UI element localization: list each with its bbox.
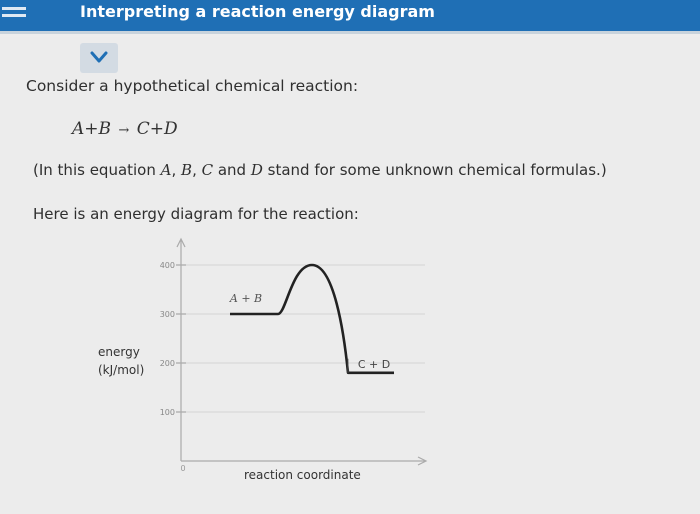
diagram-intro: Here is an energy diagram for the reaction: — [33, 205, 359, 223]
note-var-c: C — [201, 161, 214, 179]
hamburger-menu-icon[interactable] — [2, 4, 28, 24]
y-axis-label — [98, 343, 144, 379]
note-and: and — [213, 161, 251, 179]
reaction-arrow: → — [118, 123, 130, 138]
x-axis-label: reaction coordinate — [244, 468, 361, 482]
y-tick-label: 300 — [159, 310, 175, 319]
equation-products: C+D — [136, 119, 178, 139]
note-var-b: B — [181, 161, 193, 179]
equation-note — [33, 161, 607, 179]
y-axis-label-line1: energy — [98, 345, 140, 359]
y-tick-label: 100 — [159, 408, 175, 417]
collapse-button[interactable] — [80, 43, 118, 73]
y-tick-label: 200 — [159, 359, 175, 368]
note-var-d: D — [250, 161, 263, 179]
question-panel — [0, 37, 700, 514]
note-sep: , — [192, 161, 202, 179]
chevron-down-icon — [90, 50, 108, 64]
y-origin-label: 0 — [180, 464, 186, 473]
product-label: C + D — [357, 357, 391, 371]
reactant-label: A + B — [229, 292, 263, 305]
y-tick-label: 400 — [159, 261, 175, 270]
top-bar — [0, 0, 700, 34]
note-prefix: (In this equation — [33, 161, 161, 179]
y-axis-label-line2: (kJ/mol) — [98, 363, 145, 377]
reaction-equation — [72, 119, 178, 139]
equation-reactants: A+B — [72, 119, 112, 139]
note-suffix: stand for some unknown chemical formulas.) — [262, 161, 607, 179]
note-var-a: A — [160, 161, 172, 179]
question-prompt: Consider a hypothetical chemical reaction: — [26, 77, 359, 95]
page-title: Interpreting a reaction energy diagram — [80, 2, 435, 21]
note-sep: , — [171, 161, 182, 179]
